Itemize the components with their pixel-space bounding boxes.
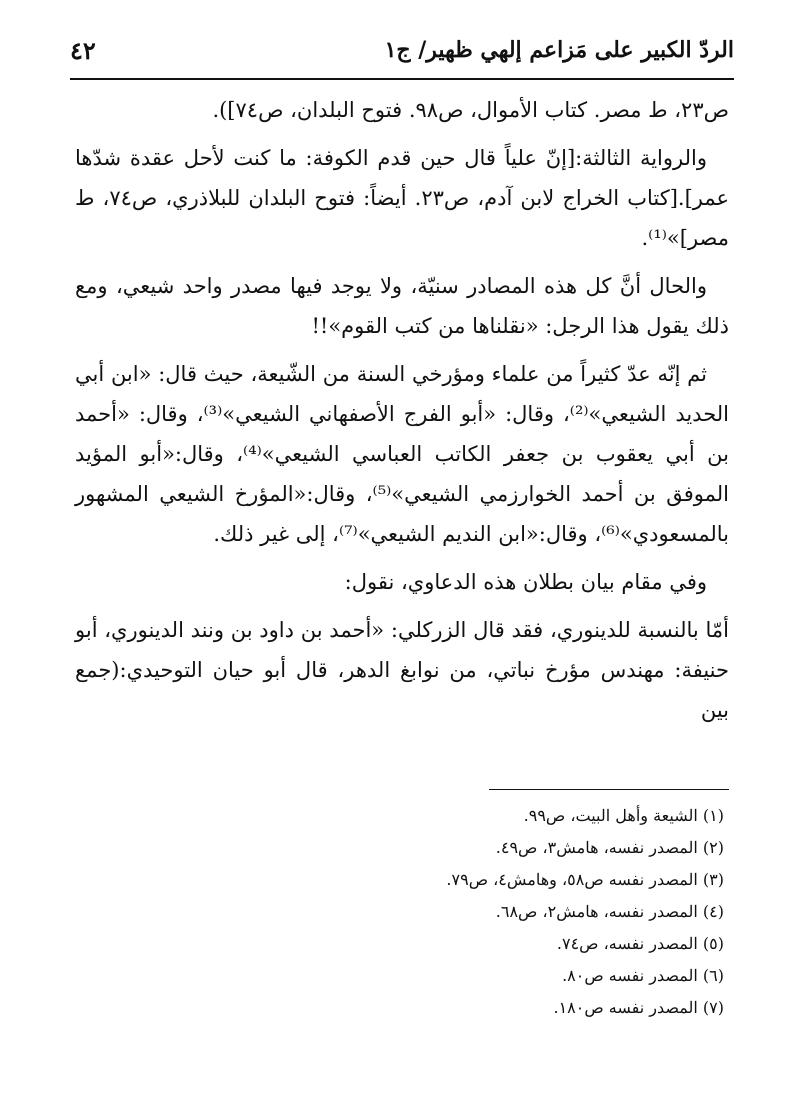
footnote: (٥) المصدر نفسه، ص٧٤. bbox=[556, 934, 724, 953]
running-header bbox=[70, 22, 734, 80]
footnote: (٣) المصدر نفسه ص٥٨، وهامش٤، ص٧٩. bbox=[446, 870, 724, 889]
footnote: (٧) المصدر نفسه ص١٨٠. bbox=[553, 998, 724, 1017]
paragraph: والحال أنَّ كل هذه المصادر سنيّة، ولا يوجد فيها مصدر واحد شيعي، ومع ذلك يقول هذا الرجل: «نقلناها من كتب القوم»!! bbox=[75, 274, 729, 338]
footnote: (١) الشيعة وأهل البيت، ص٩٩. bbox=[523, 806, 724, 825]
paragraph: ص٢٣، ط مصر. كتاب الأموال، ص٩٨. فتوح البلدان، ص٧٤]). bbox=[212, 98, 729, 122]
main-text bbox=[75, 90, 729, 738]
paragraph: والرواية الثالثة:[إنّ علياً قال حين قدم الكوفة: ما كنت لأحل عقدة شدّها عمر].[كتاب الخراج لابن آدم، ص٢٣. أيضاً: فتوح البلدان للبلاذري، ص٧٤، ط مصر]»⁽¹⁾. bbox=[75, 146, 730, 250]
paragraph: ثم إنّه عدّ كثيراً من علماء ومؤرخي السنة من الشّيعة، حيث قال: «ابن أبي الحديد الشيعي»⁽²⁾، وقال: «أبو الفرج الأصفهاني الشيعي»⁽³⁾، وقال: «أحمد بن أبي يعقوب بن جعفر الكاتب العباسي الشيعي»⁽⁴⁾، وقال:«أبو المؤيد الموفق بن أحمد الخوارزمي الشيعي»⁽⁵⁾، وقال:«المؤرخ الشيعي المشهور بالمسعودي»⁽⁶⁾، وقال:«ابن النديم الشيعي»⁽⁷⁾، إلى غير ذلك. bbox=[75, 362, 729, 546]
footnote: (٦) المصدر نفسه ص٨٠. bbox=[562, 966, 724, 985]
footnotes bbox=[224, 800, 724, 1024]
paragraph: أمّا بالنسبة للدينوري، فقد قال الزركلي: «أحمد بن داود بن ونند الدينوري، أبو حنيفة: مهندس مؤرخ نباتي، من نوابغ الدهر، قال أبو حيان التوحيدي:(جمع بين bbox=[75, 618, 729, 722]
book-title: الردّ الكبير على مَزاعم إلهي ظهير/ ج١ bbox=[384, 37, 734, 63]
page-number: ٤٢ bbox=[70, 35, 96, 65]
footnote: (٢) المصدر نفسه، هامش٣، ص٤٩. bbox=[495, 838, 724, 857]
footnote: (٤) المصدر نفسه، هامش٢، ص٦٨. bbox=[495, 902, 724, 921]
paragraph: وفي مقام بيان بطلان هذه الدعاوي، نقول: bbox=[344, 570, 707, 594]
footnote-divider bbox=[489, 789, 729, 790]
